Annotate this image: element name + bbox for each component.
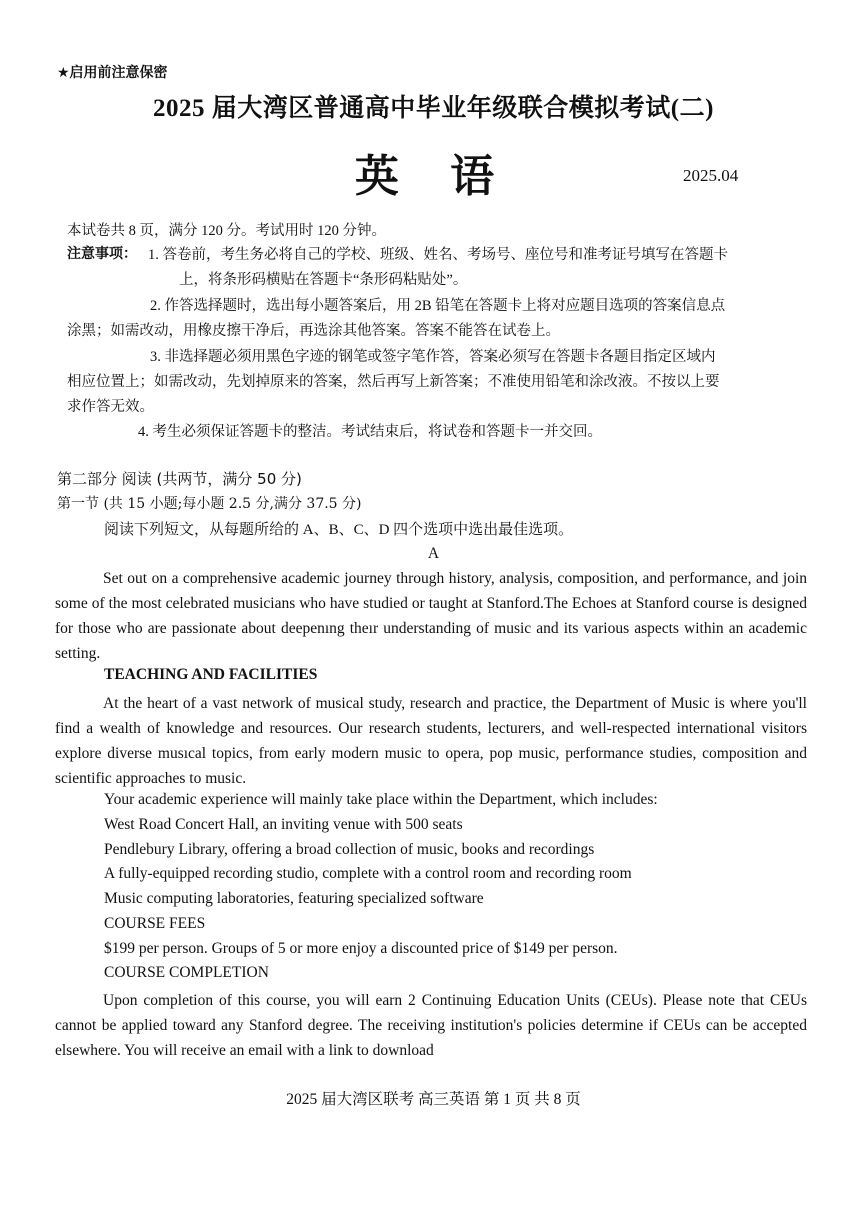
subject-title: 英 语 (354, 151, 513, 202)
exam-title: 2025 届大湾区普通高中毕业年级联合模拟考试(二) (153, 95, 714, 122)
reading-directions: 阅读下列短文，从每题所给的 A、B、C、D 四个选项中选出最佳选项。 (104, 522, 574, 538)
notice-item-3-line-1: 3. 非选择题必须用黑色字迹的钢笔或签字笔作答，答案必须写在答题卡各题目指定区域内 (150, 349, 716, 365)
exam-date: 2025.04 (683, 166, 739, 185)
passage-paragraph-1: Set out on a comprehensive academic journey through history, analysis, composition, and performance, and join some of the most celebrated musicians who have studied or taught at Stanford.The Echoes at Stanford course is designed for those who are passionate about deepenıng theır understanding of music and its various aspects within an academic setting. (55, 570, 807, 662)
facility-item: West Road Concert Hall, an inviting venue with 500 seats (104, 816, 463, 833)
notice-item-2-line-2: 涂黑；如需改动，用橡皮擦干净后，再选涂其他答案。答案不能答在试卷上。 (67, 323, 560, 339)
heading-course-fees: COURSE FEES (104, 915, 206, 932)
heading-course-completion: COURSE COMPLETION (104, 964, 269, 981)
passage-paragraph-3: Your academic experience will mainly take place within the Department, which includes: (104, 791, 658, 808)
passage-paragraph-2: At the heart of a vast network of musical study, research and practice, the Department of Music is where you'll find a wealth of knowledge and resources. Our research students, lecturers, and well-respected international visitors explore diverse musıcal topics, from early modern music to opera, pop music, performance studies, composition and scientific approaches to music. (55, 695, 807, 787)
notice-item-1-line-2: 上，将条形码横贴在答题卡“条形码粘贴处”。 (179, 272, 468, 288)
notice-item-3-line-3: 求作答无效。 (67, 399, 154, 415)
notice-item-3-line-2: 相应位置上；如需改动，先划掉原来的答案，然后再写上新答案；不准使用铅笔和涂改液。不按以上要 (67, 374, 720, 390)
passage-paragraph-4: Upon completion of this course, you will earn 2 Continuing Education Units (CEUs). Please note that CEUs cannot be applied toward any Stanford degree. The receiving institution's policies determine if CEUs can be accepted elsewhere. You will receive an email with a link to download (55, 992, 807, 1059)
passage-letter: A (427, 545, 440, 562)
subsection-heading: 第一节 (共 15 小题;每小题 2.5 分,满分 37.5 分) (57, 496, 362, 512)
confidential-mark: ★启用前注意保密 (57, 65, 168, 81)
notice-item-1-line-1: 1. 答卷前，考生务必将自己的学校、班级、姓名、考场号、座位号和准考证号填写在答题卡 (148, 247, 728, 263)
notice-item-4: 4. 考生必须保证答题卡的整洁。考试结束后，将试卷和答题卡一并交回。 (138, 424, 602, 440)
facility-item: Pendlebury Library, offering a broad collection of music, books and recordings (104, 841, 595, 858)
heading-teaching-facilities: TEACHING AND FACILITIES (104, 666, 318, 683)
facility-item: A fully-equipped recording studio, complete with a control room and recording room (104, 865, 632, 882)
exam-info: 本试卷共 8 页，满分 120 分。考试用时 120 分钟。 (67, 223, 386, 239)
page-footer: 2025 届大湾区联考 高三英语 第 1 页 共 8 页 (286, 1091, 581, 1108)
facility-item: Music computing laboratories, featuring specialized software (104, 890, 484, 907)
part-heading: 第二部分 阅读 (共两节，满分 50 分) (57, 470, 302, 488)
notice-label: 注意事项： (67, 246, 137, 262)
notice-item-2-line-1: 2. 作答选择题时，选出每小题答案后，用 2B 铅笔在答题卡上将对应题目选项的答案信息点 (150, 298, 726, 314)
course-fees-text: $199 per person. Groups of 5 or more enjoy a discounted price of $149 per person. (104, 940, 618, 957)
